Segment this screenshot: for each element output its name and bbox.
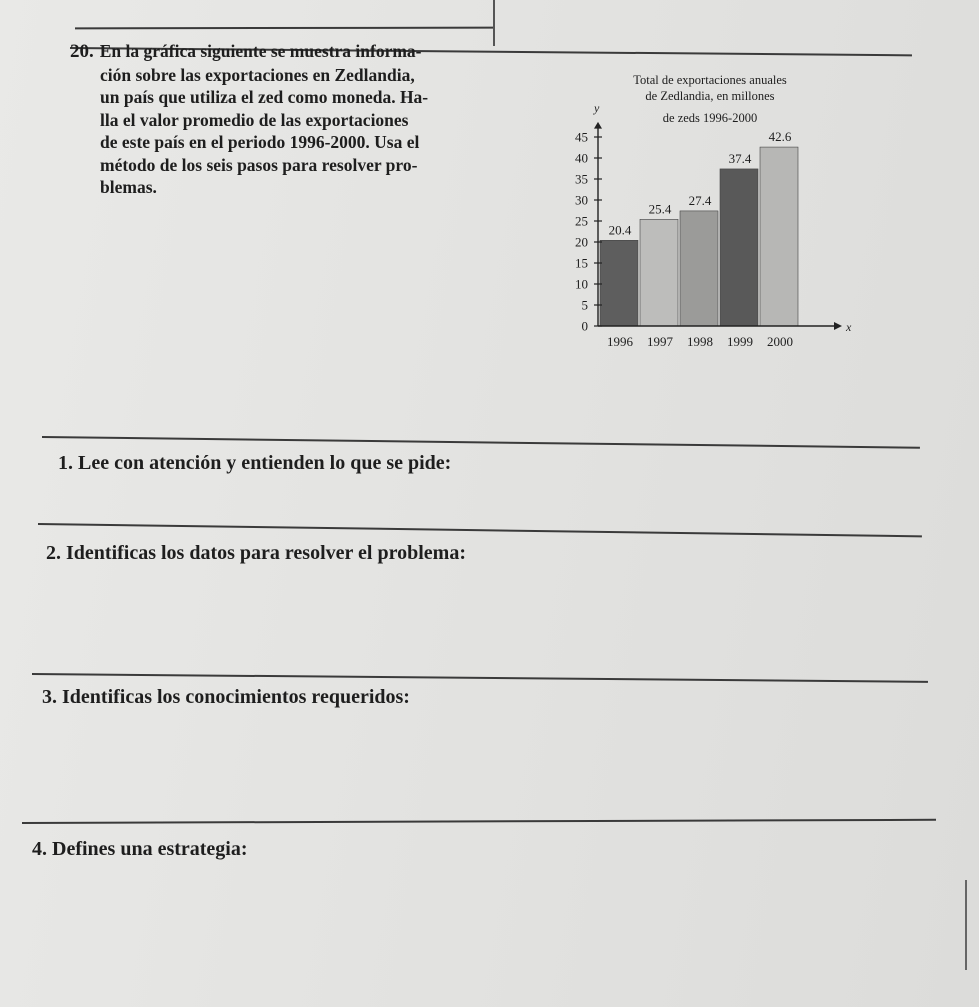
data-label: 25.4 [648, 201, 672, 217]
y-tick-label: 20 [575, 234, 588, 250]
step-3-heading: 3. Identificas los conocimientos requeridos: [42, 686, 410, 708]
bar-1998 [680, 211, 718, 326]
bar-1997 [640, 219, 678, 326]
data-label: 37.4 [728, 150, 752, 166]
y-tick-label: 15 [575, 255, 588, 271]
x-axis-label: x [846, 320, 852, 334]
problem-line: un país que utiliza el zed como moneda. Ha- [100, 87, 429, 107]
y-tick-label: 25 [575, 213, 588, 229]
bar-2000 [760, 147, 798, 326]
x-tick-label: 1997 [647, 334, 673, 349]
problem-line: método de los seis pasos para resolver pro- [100, 154, 418, 175]
problem-line: blemas. [100, 177, 157, 197]
data-label: 20.4 [608, 222, 632, 238]
y-tick-label: 30 [575, 192, 588, 208]
data-label: 27.4 [688, 192, 712, 208]
data-label: 42.6 [768, 129, 792, 145]
y-tick-label: 40 [575, 150, 588, 166]
chart-title-line: Total de exportaciones anuales [633, 73, 787, 87]
problem-number: 20. [70, 41, 94, 62]
bar-1996 [600, 240, 638, 326]
exports-bar-chart [550, 70, 870, 360]
chart-title-line: de zeds 1996-2000 [662, 111, 758, 125]
x-tick-label: 1998 [687, 334, 713, 349]
problem-line: lla el valor promedio de las exportaciones [100, 109, 409, 130]
problem-line: ción sobre las exportaciones en Zedlandia, [100, 64, 415, 85]
y-tick-label: 5 [581, 297, 588, 313]
top-rule [75, 27, 495, 29]
section-rule [38, 523, 922, 537]
x-tick-label: 2000 [767, 334, 793, 349]
section-rule [32, 673, 928, 682]
y-axis-arrow [594, 122, 602, 129]
y-tick-label: 35 [575, 171, 588, 187]
x-axis-arrow [834, 322, 842, 330]
chart-title-line: de Zedlandia, en millones [645, 89, 775, 103]
y-axis-label: y [594, 101, 600, 115]
y-tick-label: 0 [581, 318, 588, 334]
section-rule [42, 436, 920, 448]
bar-1999 [720, 169, 758, 326]
problem-line: 20. En la gráfica siguiente se muestra informa- [70, 41, 422, 62]
step-1-heading: 1. Lee con atención y entienden lo que se pide: [58, 452, 452, 474]
x-tick-label: 1999 [727, 334, 753, 349]
step-4-heading: 4. Defines una estrategia: [32, 838, 248, 860]
y-tick-label: 45 [575, 129, 588, 145]
problem-line: de este país en el periodo 1996-2000. Usa el [100, 132, 420, 152]
top-divider [493, 0, 495, 46]
step-2-heading: 2. Identificas los datos para resolver el problema: [46, 542, 466, 564]
y-tick-label: 10 [575, 276, 588, 292]
right-margin-line [965, 880, 967, 970]
x-tick-label: 1996 [607, 334, 633, 349]
section-rule [22, 819, 936, 824]
problem-statement [70, 40, 490, 199]
